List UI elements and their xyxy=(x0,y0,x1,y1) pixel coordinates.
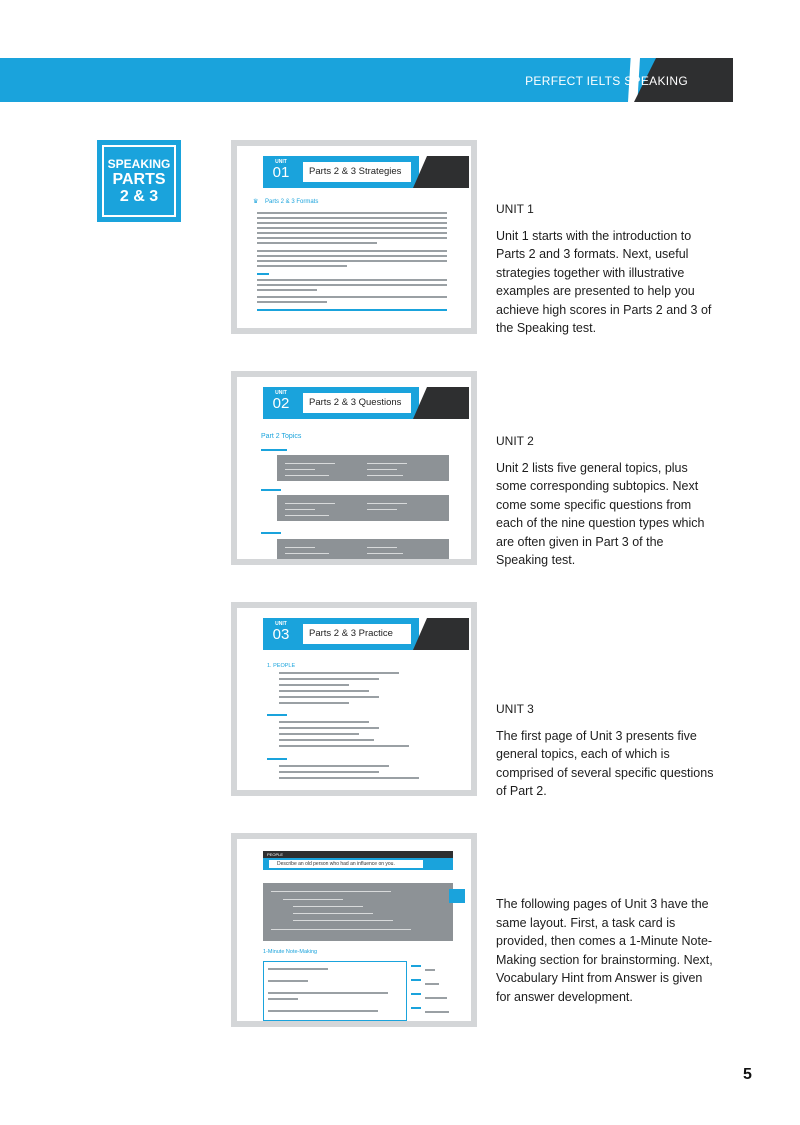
unit-title: Parts 2 & 3 Strategies xyxy=(303,162,411,182)
task-title: Describe an old person who had an influence on you. xyxy=(269,860,423,868)
header-title: PERFECT IELTS SPEAKING xyxy=(525,74,688,88)
unit-title: Parts 2 & 3 Practice xyxy=(303,624,411,644)
crown-icon: ♛ xyxy=(253,199,259,205)
description-text: Unit 1 starts with the introduction to Parts 2 and 3 formats. Next, useful strategies together with illustrative examples are presented to help you achieve high scores in Parts 2 and 3 of the Speaking test. xyxy=(496,228,712,335)
unit-1-thumbnail xyxy=(231,140,477,334)
unit-banner xyxy=(263,387,453,419)
unit-number: 02 xyxy=(272,395,290,412)
badge-line-1: SPEAKING xyxy=(107,157,171,171)
unit-number: 01 xyxy=(272,164,290,181)
section-heading: Part 2 Topics xyxy=(261,433,302,440)
section-heading: Parts 2 & 3 Formats xyxy=(265,199,319,205)
unit-banner xyxy=(263,156,453,188)
unit-3-description xyxy=(496,700,718,801)
unit-label: UNIT xyxy=(275,621,287,627)
description-text: The following pages of Unit 3 have the same layout. First, a task card is provided, then comes a 1-Minute Note-Making section for brainstorming. Next, Vocabulary Hint from Answer is given for answer development. xyxy=(496,897,713,1004)
unit-label: UNIT xyxy=(275,390,287,396)
description-heading: UNIT 1 xyxy=(496,202,534,216)
section-heading: PEOPLE xyxy=(267,852,284,857)
unit-2-description xyxy=(496,432,718,570)
unit-title: Parts 2 & 3 Questions xyxy=(303,393,411,413)
section-heading: 1. PEOPLE xyxy=(267,663,296,669)
unit-banner xyxy=(263,618,453,650)
unit-number: 03 xyxy=(272,626,290,643)
description-text: The first page of Unit 3 presents five general topics, each of which is comprised of several specific questions of Part 2. xyxy=(496,728,714,798)
description-text: Unit 2 lists five general topics, plus some corresponding subtopics. Next come some specific questions from each of the nine question types which are often given in Part 3 of the Speaking test. xyxy=(496,460,705,567)
badge-line-3: 2 & 3 xyxy=(119,188,159,205)
badge-line-2: PARTS xyxy=(112,171,166,188)
unit-3-thumbnail xyxy=(231,602,477,796)
unit-3-layout-description xyxy=(496,895,718,1006)
unit-1-description xyxy=(496,200,718,338)
description-heading: UNIT 2 xyxy=(496,434,534,448)
description-heading: UNIT 3 xyxy=(496,702,534,716)
unit-3-detail-thumbnail xyxy=(231,833,477,1027)
page-number: 5 xyxy=(743,1066,752,1083)
note-heading: 1-Minute Note-Making xyxy=(263,949,318,955)
section-badge xyxy=(97,140,181,222)
unit-2-thumbnail xyxy=(231,371,477,565)
unit-label: UNIT xyxy=(275,159,287,165)
